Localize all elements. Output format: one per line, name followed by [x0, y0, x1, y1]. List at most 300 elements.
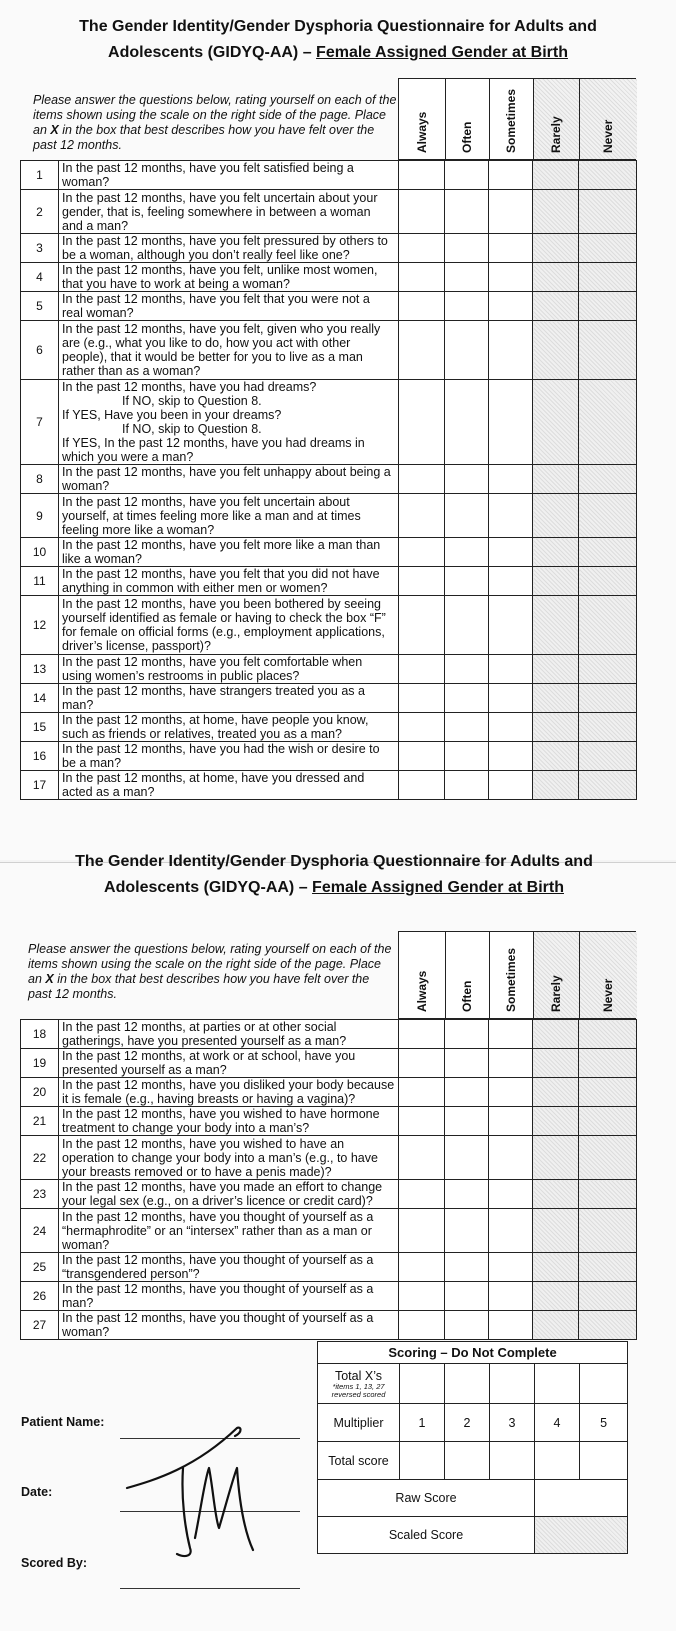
question-text-line: “transgendered person”?	[62, 1267, 200, 1281]
question-text	[59, 465, 399, 494]
answer-box-sometimes[interactable]	[489, 771, 533, 800]
question-row	[21, 321, 637, 380]
question-text-line: In the past 12 months, have you thought of yourself as a	[62, 1253, 374, 1267]
answer-box-sometimes[interactable]	[489, 1020, 533, 1049]
answer-box-never[interactable]	[579, 380, 637, 465]
question-text-line: people), that it would be better for you to live as a man	[62, 350, 363, 364]
answer-box-rarely[interactable]	[533, 321, 579, 380]
question-text-line: In the past 12 months, have you felt uncertain about your	[62, 190, 378, 205]
answer-box-always[interactable]	[399, 596, 445, 655]
total-x-cell-5[interactable]	[580, 1364, 628, 1404]
answer-box-rarely[interactable]	[533, 292, 579, 321]
instr-line3-prefix: an	[33, 123, 51, 137]
question-number: 16	[21, 742, 59, 771]
answer-box-rarely[interactable]	[533, 1107, 579, 1136]
page2-title-underlined: Female Assigned Gender at Birth	[312, 879, 564, 896]
answer-box-rarely[interactable]	[533, 494, 579, 538]
answer-box-sometimes[interactable]	[489, 263, 533, 292]
question-row	[21, 380, 637, 465]
answer-box-rarely[interactable]	[533, 263, 579, 292]
answer-box-always[interactable]	[399, 538, 445, 567]
question-number: 12	[21, 596, 59, 655]
answer-box-often[interactable]	[445, 292, 489, 321]
question-row	[21, 1136, 637, 1180]
total-score-cell-5[interactable]	[580, 1442, 628, 1480]
answer-box-often[interactable]	[445, 1311, 489, 1340]
question-row	[21, 1311, 637, 1340]
answer-box-always[interactable]	[399, 1180, 445, 1209]
question-number: 21	[21, 1107, 59, 1136]
answer-box-always[interactable]	[399, 1020, 445, 1049]
question-text-line: feeling more like a woman?	[62, 522, 215, 537]
answer-box-never[interactable]	[579, 742, 637, 771]
question-text-line: woman?	[62, 1325, 110, 1339]
question-number: 19	[21, 1049, 59, 1078]
question-number: 11	[21, 567, 59, 596]
question-text-line: be a woman, although you don’t really feel like one?	[62, 248, 350, 262]
answer-box-always[interactable]	[399, 1136, 445, 1180]
question-row	[21, 1253, 637, 1282]
answer-box-sometimes[interactable]	[489, 1209, 533, 1253]
question-number: 13	[21, 655, 59, 684]
answer-box-sometimes[interactable]	[489, 1136, 533, 1180]
question-text-line: If NO, skip to Question 8.	[122, 394, 262, 408]
question-row	[21, 1107, 637, 1136]
page1-scale-header	[398, 78, 636, 160]
question-text-line: be a man?	[62, 756, 122, 770]
answer-box-rarely[interactable]	[533, 1136, 579, 1180]
answer-box-sometimes[interactable]	[489, 292, 533, 321]
multiplier-1: 1	[400, 1404, 445, 1442]
answer-box-always[interactable]	[399, 1209, 445, 1253]
question-row	[21, 1282, 637, 1311]
answer-box-never[interactable]	[579, 1049, 637, 1078]
answer-box-often[interactable]	[445, 1020, 489, 1049]
answer-box-never[interactable]	[579, 684, 637, 713]
question-text-line: gender, that is, feeling somewhere in between a woman	[62, 204, 371, 219]
scale-label-rarely: Rarely	[549, 975, 563, 1012]
question-row	[21, 771, 637, 800]
answer-box-never[interactable]	[579, 1020, 637, 1049]
answer-box-often[interactable]	[445, 1209, 489, 1253]
question-text-line: yourself identified as female or having to check the box “F”	[62, 611, 386, 625]
answer-box-often[interactable]	[445, 684, 489, 713]
question-text	[59, 292, 399, 321]
answer-box-often[interactable]	[445, 1049, 489, 1078]
answer-box-always[interactable]	[399, 190, 445, 234]
answer-box-never[interactable]	[579, 1078, 637, 1107]
multiplier-label: Multiplier	[318, 1404, 400, 1442]
question-text-line: woman?	[62, 175, 110, 189]
scored-by-label: Scored By:	[21, 1556, 87, 1570]
total-x-cell-4[interactable]	[535, 1364, 580, 1404]
question-row	[21, 190, 637, 234]
question-text-line: anything in common with either men or women?	[62, 581, 328, 595]
question-text	[59, 596, 399, 655]
raw-score-label: Raw Score	[318, 1480, 535, 1517]
answer-box-never[interactable]	[579, 292, 637, 321]
answer-box-rarely[interactable]	[533, 1020, 579, 1049]
answer-box-never[interactable]	[579, 465, 637, 494]
question-number: 24	[21, 1209, 59, 1253]
answer-box-often[interactable]	[445, 234, 489, 263]
question-text-line: In the past 12 months, have you wished to have an	[62, 1136, 345, 1151]
answer-box-always[interactable]	[399, 1049, 445, 1078]
question-text	[59, 684, 399, 713]
question-text	[59, 1136, 399, 1180]
question-text	[59, 655, 399, 684]
scale-divider	[533, 79, 534, 159]
answer-box-always[interactable]	[399, 771, 445, 800]
question-number: 5	[21, 292, 59, 321]
question-number: 1	[21, 161, 59, 190]
instr2-line4: past 12 months.	[28, 987, 117, 1001]
question-text	[59, 771, 399, 800]
question-text-line: for female on official forms (e.g., employment applications,	[62, 625, 385, 639]
question-row	[21, 1209, 637, 1253]
scored-by-line[interactable]	[120, 1588, 300, 1589]
answer-box-always[interactable]	[399, 684, 445, 713]
answer-box-sometimes[interactable]	[489, 1282, 533, 1311]
answer-box-rarely[interactable]	[533, 234, 579, 263]
answer-box-often[interactable]	[445, 494, 489, 538]
answer-box-sometimes[interactable]	[489, 1311, 533, 1340]
date-label: Date:	[21, 1485, 53, 1499]
answer-box-never[interactable]	[579, 713, 637, 742]
page2-title	[0, 849, 672, 901]
answer-box-never[interactable]	[579, 494, 637, 538]
question-number: 26	[21, 1282, 59, 1311]
scale-label-always: Always	[415, 970, 429, 1012]
answer-box-rarely[interactable]	[533, 190, 579, 234]
question-number: 7	[21, 380, 59, 465]
patient-name-label: Patient Name:	[21, 1415, 105, 1429]
question-text-line: In the past 12 months, have you thought of yourself as a	[62, 1282, 374, 1296]
answer-box-rarely[interactable]	[533, 771, 579, 800]
answer-box-often[interactable]	[445, 655, 489, 684]
questionnaire-page-2	[0, 853, 676, 1631]
question-text	[59, 1253, 399, 1282]
question-text-line: In the past 12 months, at home, have you dressed and	[62, 771, 365, 785]
answer-box-sometimes[interactable]	[489, 321, 533, 380]
total-x-label: Total X’s	[334, 1368, 382, 1383]
question-number: 8	[21, 465, 59, 494]
question-row	[21, 292, 637, 321]
answer-box-rarely[interactable]	[533, 567, 579, 596]
total-score-cell-4[interactable]	[535, 1442, 580, 1480]
answer-box-sometimes[interactable]	[489, 538, 533, 567]
scale-divider	[579, 79, 580, 159]
page1-title-line1: The Gender Identity/Gender Dysphoria Questionnaire for Adults and	[79, 18, 597, 35]
total-x-note2: reversed scored	[331, 1389, 386, 1399]
answer-box-always[interactable]	[399, 1107, 445, 1136]
answer-box-never[interactable]	[579, 263, 637, 292]
answer-box-sometimes[interactable]	[489, 684, 533, 713]
question-text-line: and a man?	[62, 218, 129, 233]
answer-box-rarely[interactable]	[533, 684, 579, 713]
answer-box-often[interactable]	[445, 263, 489, 292]
question-row	[21, 567, 637, 596]
question-text	[59, 1078, 399, 1107]
answer-box-often[interactable]	[445, 1136, 489, 1180]
scale-divider	[445, 79, 446, 159]
instr-line3-suffix: in the box that best describes how you have felt over the	[58, 123, 375, 137]
answer-box-often[interactable]	[445, 713, 489, 742]
answer-box-sometimes[interactable]	[489, 1253, 533, 1282]
instr2-line1: Please answer the questions below, rating yourself on each of the	[28, 942, 392, 956]
question-text	[59, 1311, 399, 1340]
answer-box-sometimes[interactable]	[489, 655, 533, 684]
question-text-line: driver’s license, passport)?	[62, 639, 211, 653]
answer-box-always[interactable]	[399, 161, 445, 190]
question-text-line: If YES, In the past 12 months, have you had dreams in	[62, 436, 365, 450]
answer-box-sometimes[interactable]	[489, 1107, 533, 1136]
answer-box-sometimes[interactable]	[489, 190, 533, 234]
answer-box-always[interactable]	[399, 1282, 445, 1311]
page1-title-prefix: Adolescents (GIDYQ-AA) –	[108, 44, 317, 61]
answer-box-never[interactable]	[579, 771, 637, 800]
answer-box-never[interactable]	[579, 1180, 637, 1209]
answer-box-never[interactable]	[579, 1311, 637, 1340]
answer-box-always[interactable]	[399, 465, 445, 494]
question-row	[21, 494, 637, 538]
question-text-line: are (e.g., what you like to do, how you act with other	[62, 336, 351, 350]
answer-box-sometimes[interactable]	[489, 1049, 533, 1078]
answer-box-never[interactable]	[579, 567, 637, 596]
answer-box-sometimes[interactable]	[489, 596, 533, 655]
question-number: 10	[21, 538, 59, 567]
scale-label-sometimes: Sometimes	[504, 88, 518, 153]
answer-box-rarely[interactable]	[533, 596, 579, 655]
total-x-cell-2[interactable]	[445, 1364, 490, 1404]
question-row	[21, 1049, 637, 1078]
question-text-line: In the past 12 months, have you made an effort to change	[62, 1180, 383, 1194]
answer-box-sometimes[interactable]	[489, 1180, 533, 1209]
answer-box-often[interactable]	[445, 380, 489, 465]
question-text	[59, 1180, 399, 1209]
answer-box-often[interactable]	[445, 1180, 489, 1209]
answer-box-rarely[interactable]	[533, 742, 579, 771]
question-text-line: In the past 12 months, at home, have people you know,	[62, 713, 369, 727]
instr2-line3-bold: X	[45, 972, 54, 986]
question-number: 14	[21, 684, 59, 713]
answer-box-never[interactable]	[579, 538, 637, 567]
answer-box-rarely[interactable]	[533, 465, 579, 494]
question-text-line: In the past 12 months, have you thought of yourself as a	[62, 1209, 374, 1224]
instr-line3	[33, 123, 396, 138]
answer-box-rarely[interactable]	[533, 538, 579, 567]
question-text-line: In the past 12 months, have strangers treated you as a	[62, 684, 365, 698]
raw-score-cell[interactable]	[535, 1480, 628, 1517]
question-text-line: If NO, skip to Question 8.	[122, 422, 262, 436]
answer-box-often[interactable]	[445, 538, 489, 567]
answer-box-often[interactable]	[445, 771, 489, 800]
instr-line2: items shown using the scale on the right side of the page. Place	[33, 108, 386, 122]
answer-box-sometimes[interactable]	[489, 567, 533, 596]
scale-label-never: Never	[601, 119, 615, 153]
signature-mark	[115, 1408, 275, 1568]
answer-box-often[interactable]	[445, 596, 489, 655]
scaled-score-label: Scaled Score	[318, 1517, 535, 1554]
multiplier-4: 4	[535, 1404, 580, 1442]
instr-line4: past 12 months.	[33, 138, 122, 152]
total-score-cell-1[interactable]	[400, 1442, 445, 1480]
answer-box-rarely[interactable]	[533, 1253, 579, 1282]
question-text	[59, 161, 399, 190]
answer-box-sometimes[interactable]	[489, 161, 533, 190]
question-number: 20	[21, 1078, 59, 1107]
question-text-line: In the past 12 months, have you felt unhappy about being a	[62, 465, 391, 479]
total-x-label-cell	[318, 1364, 400, 1404]
answer-box-rarely[interactable]	[533, 380, 579, 465]
total-score-cell-2[interactable]	[445, 1442, 490, 1480]
answer-box-often[interactable]	[445, 567, 489, 596]
page2-title-prefix: Adolescents (GIDYQ-AA) –	[104, 879, 313, 896]
scale-label-never: Never	[601, 978, 615, 1012]
question-text-line: In the past 12 months, have you felt, given who you really	[62, 322, 381, 336]
question-number: 2	[21, 190, 59, 234]
scale-label-rarely: Rarely	[549, 116, 563, 153]
answer-box-rarely[interactable]	[533, 1049, 579, 1078]
answer-box-often[interactable]	[445, 742, 489, 771]
question-text-line: In the past 12 months, have you felt pressured by others to	[62, 234, 388, 248]
question-text	[59, 234, 399, 263]
answer-box-always[interactable]	[399, 234, 445, 263]
answer-box-never[interactable]	[579, 1253, 637, 1282]
answer-box-rarely[interactable]	[533, 1311, 579, 1340]
answer-box-never[interactable]	[579, 190, 637, 234]
answer-box-rarely[interactable]	[533, 1282, 579, 1311]
answer-box-rarely[interactable]	[533, 713, 579, 742]
answer-box-sometimes[interactable]	[489, 1078, 533, 1107]
question-text-line: using women’s restrooms in public places?	[62, 669, 300, 683]
answer-box-often[interactable]	[445, 321, 489, 380]
question-text-line: which you were a man?	[62, 450, 194, 464]
answer-box-never[interactable]	[579, 1282, 637, 1311]
instr-line1: Please answer the questions below, rating yourself on each of the	[33, 93, 397, 107]
question-row	[21, 263, 637, 292]
question-text-line: woman?	[62, 479, 110, 493]
answer-box-always[interactable]	[399, 742, 445, 771]
question-text-line: In the past 12 months, have you thought of yourself as a	[62, 1311, 374, 1325]
total-x-cell-1[interactable]	[400, 1364, 445, 1404]
answer-box-always[interactable]	[399, 1253, 445, 1282]
answer-box-never[interactable]	[579, 1107, 637, 1136]
page2-title-line2	[0, 875, 672, 901]
answer-box-always[interactable]	[399, 713, 445, 742]
question-number: 18	[21, 1020, 59, 1049]
answer-box-sometimes[interactable]	[489, 742, 533, 771]
question-text-line: treatment to change your body into a man’s?	[62, 1121, 310, 1135]
answer-box-sometimes[interactable]	[489, 713, 533, 742]
question-text	[59, 380, 399, 465]
question-number: 6	[21, 321, 59, 380]
answer-box-always[interactable]	[399, 1311, 445, 1340]
question-text-line: man?	[62, 1296, 94, 1310]
question-text-line: operation to change your body into a man’s (e.g., to have	[62, 1150, 378, 1165]
answer-box-rarely[interactable]	[533, 655, 579, 684]
answer-box-never[interactable]	[579, 596, 637, 655]
instr-line3-bold: X	[50, 123, 59, 137]
scaled-score-cell[interactable]	[535, 1517, 628, 1554]
total-score-cell-3[interactable]	[490, 1442, 535, 1480]
answer-box-sometimes[interactable]	[489, 465, 533, 494]
question-text	[59, 742, 399, 771]
question-text-line: it is female (e.g., having breasts or having a vagina)?	[62, 1092, 356, 1106]
answer-box-never[interactable]	[579, 1209, 637, 1253]
instr2-line2: items shown using the scale on the right side of the page. Place	[28, 957, 381, 971]
answer-box-rarely[interactable]	[533, 161, 579, 190]
answer-box-always[interactable]	[399, 321, 445, 380]
total-x-cell-3[interactable]	[490, 1364, 535, 1404]
question-row	[21, 161, 637, 190]
question-row	[21, 596, 637, 655]
answer-box-sometimes[interactable]	[489, 234, 533, 263]
question-text-line: In the past 12 months, have you wished to have hormone	[62, 1107, 380, 1121]
answer-box-often[interactable]	[445, 465, 489, 494]
question-text-line: In the past 12 months, have you felt comfortable when	[62, 655, 363, 669]
question-text-line: woman?	[62, 1237, 110, 1252]
answer-box-often[interactable]	[445, 1107, 489, 1136]
question-text	[59, 1049, 399, 1078]
question-number: 27	[21, 1311, 59, 1340]
answer-box-rarely[interactable]	[533, 1180, 579, 1209]
question-number: 4	[21, 263, 59, 292]
answer-box-always[interactable]	[399, 380, 445, 465]
answer-box-never[interactable]	[579, 1136, 637, 1180]
answer-box-never[interactable]	[579, 161, 637, 190]
scale-divider	[579, 932, 580, 1018]
answer-box-always[interactable]	[399, 567, 445, 596]
answer-box-often[interactable]	[445, 161, 489, 190]
question-text	[59, 1107, 399, 1136]
answer-box-often[interactable]	[445, 190, 489, 234]
answer-box-rarely[interactable]	[533, 1209, 579, 1253]
answer-box-sometimes[interactable]	[489, 380, 533, 465]
question-text-line: rather than as a woman?	[62, 364, 201, 378]
scoring-table	[317, 1341, 628, 1554]
question-text-line: In the past 12 months, have you had dreams?	[62, 380, 317, 394]
question-text	[59, 713, 399, 742]
page1-instructions	[33, 93, 396, 153]
page2-instructions	[28, 942, 391, 1002]
answer-box-always[interactable]	[399, 494, 445, 538]
answer-box-always[interactable]	[399, 263, 445, 292]
question-row	[21, 684, 637, 713]
question-text-line: man?	[62, 698, 94, 712]
page2-scale-header	[398, 931, 636, 1019]
answer-box-always[interactable]	[399, 1078, 445, 1107]
question-row	[21, 1078, 637, 1107]
answer-box-sometimes[interactable]	[489, 494, 533, 538]
answer-box-always[interactable]	[399, 292, 445, 321]
answer-box-never[interactable]	[579, 655, 637, 684]
scale-divider	[533, 932, 534, 1018]
answer-box-rarely[interactable]	[533, 1078, 579, 1107]
question-text	[59, 538, 399, 567]
answer-box-often[interactable]	[445, 1253, 489, 1282]
question-text-line: presented yourself as a man?	[62, 1063, 227, 1077]
answer-box-often[interactable]	[445, 1282, 489, 1311]
question-text	[59, 1209, 399, 1253]
answer-box-never[interactable]	[579, 321, 637, 380]
question-text-line: acted as a man?	[62, 785, 155, 799]
answer-box-always[interactable]	[399, 655, 445, 684]
question-text	[59, 321, 399, 380]
question-number: 23	[21, 1180, 59, 1209]
answer-box-often[interactable]	[445, 1078, 489, 1107]
answer-box-never[interactable]	[579, 234, 637, 263]
